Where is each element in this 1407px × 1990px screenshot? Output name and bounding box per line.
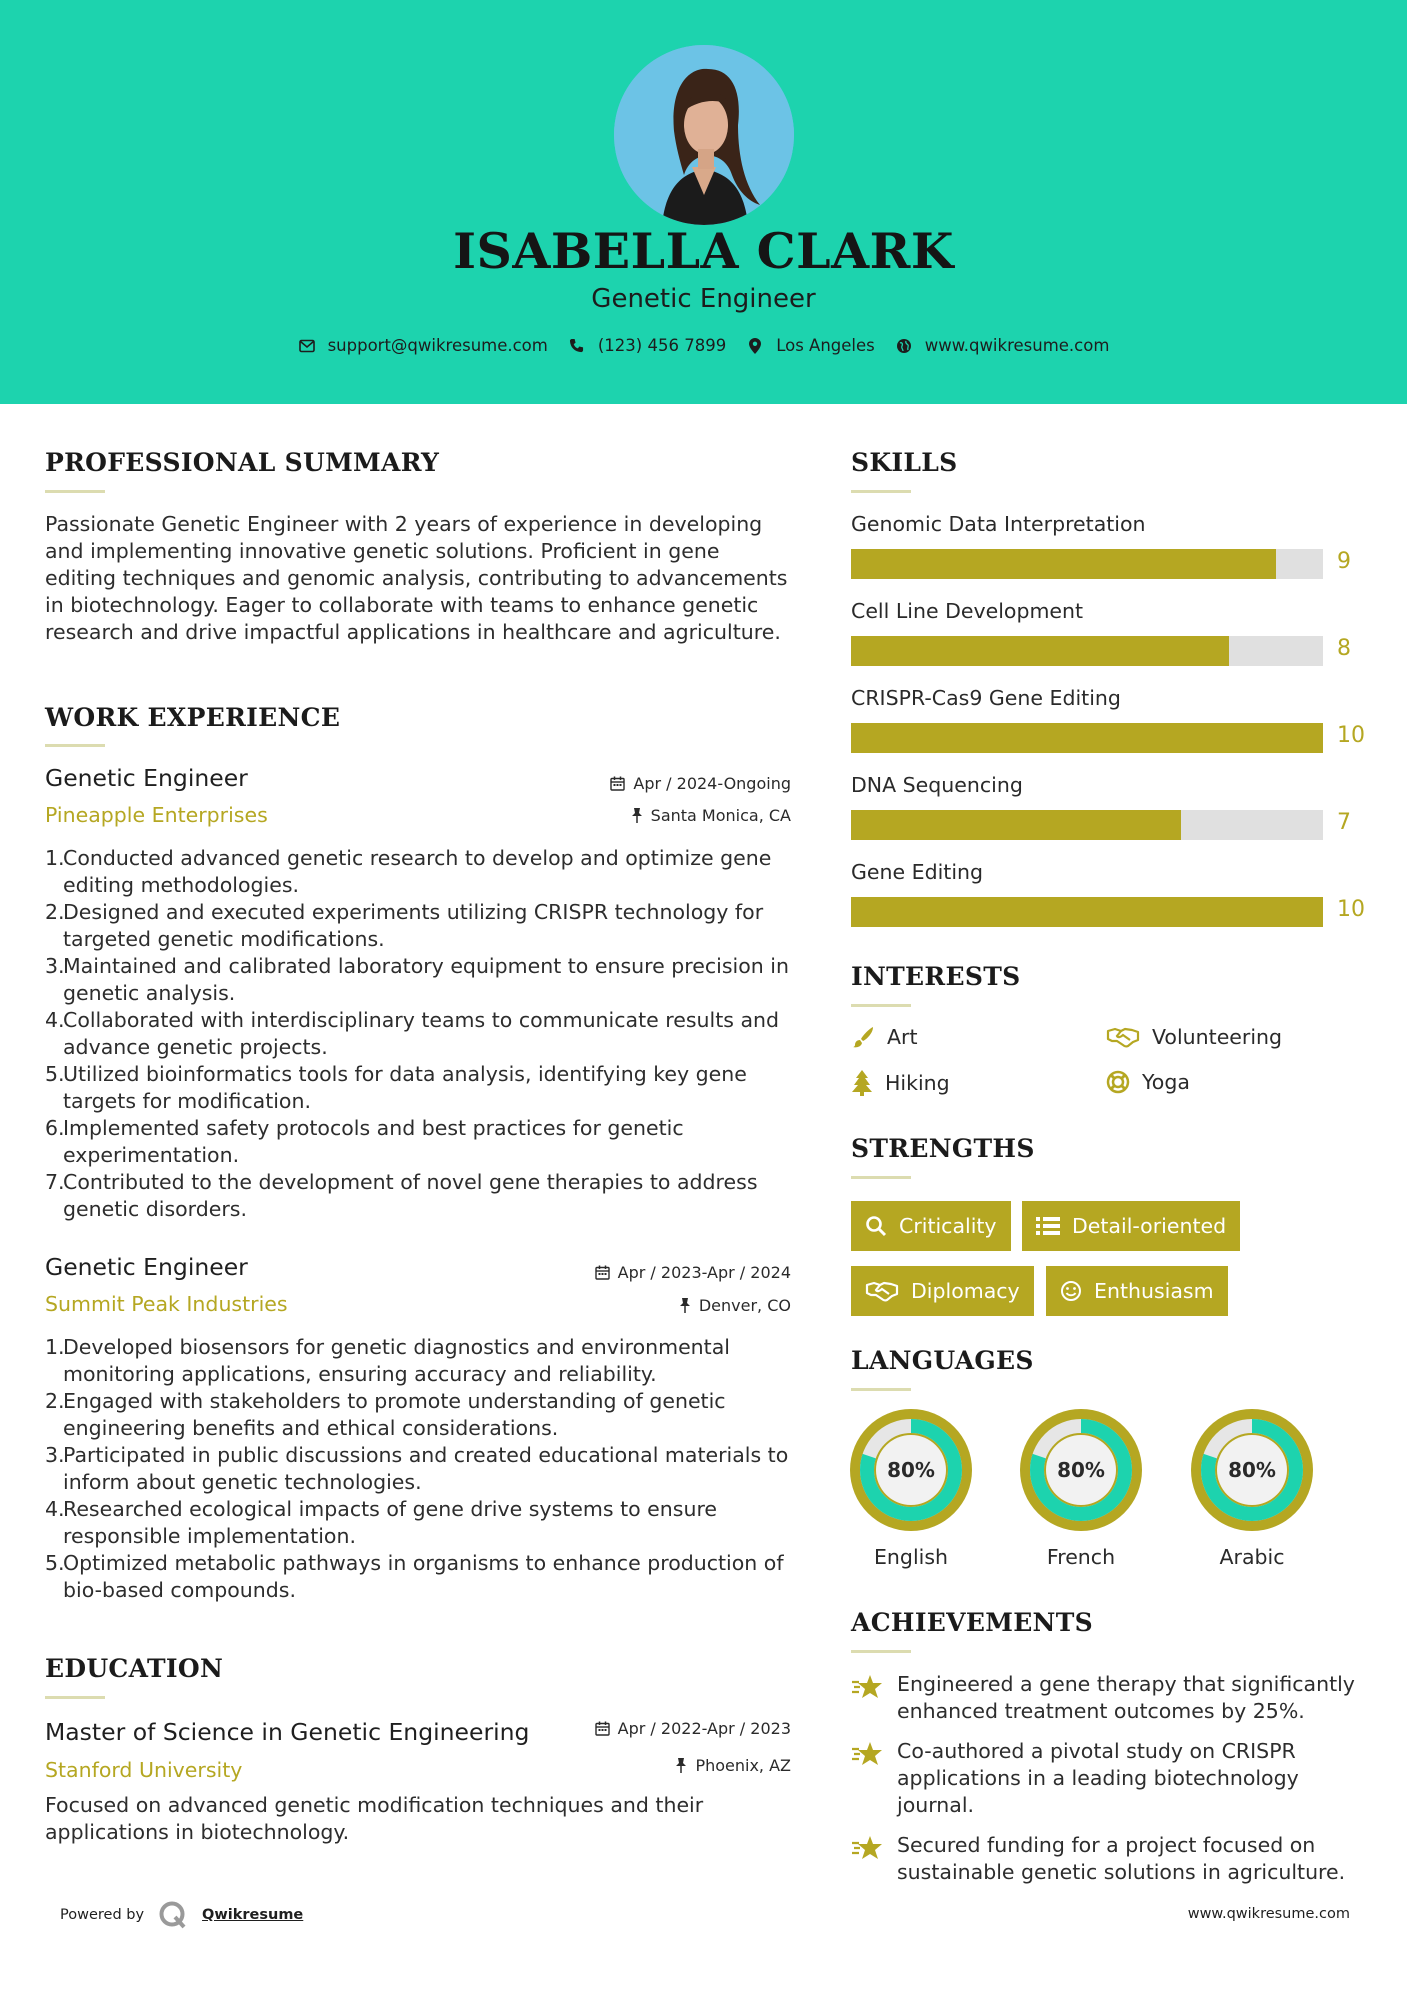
strengths-heading: STRENGTHS bbox=[851, 1134, 1035, 1163]
language-name: Arabic bbox=[1219, 1545, 1285, 1569]
school-name: Stanford University bbox=[45, 1758, 243, 1782]
education-location-text: Phoenix, AZ bbox=[695, 1756, 791, 1775]
list-icon bbox=[1036, 1216, 1060, 1236]
pushpin-icon bbox=[679, 1298, 691, 1313]
lifebuoy-icon bbox=[1106, 1070, 1130, 1094]
list-item: 5. Optimized metabolic pathways in organisms to enhance production of bio-based compounds. bbox=[45, 1551, 784, 1602]
list-item: 2. Designed and executed experiments utilizing CRISPR technology for targeted genetic modifications. bbox=[45, 900, 764, 951]
section-divider bbox=[851, 1388, 911, 1391]
skill-bar-fill bbox=[851, 636, 1229, 666]
achievement-item: Co-authored a pivotal study on CRISPR applications in a leading biotechnology journal. bbox=[851, 1738, 1371, 1819]
job-location-text: Santa Monica, CA bbox=[650, 806, 791, 825]
summary-text: Passionate Genetic Engineer with 2 years of experience in developing and implementing innovative genetic solutions. Proficient in gene editing techniques and genomic analysis, contributing to advancements in biotechnology. Eager to collaborate with teams to enhance genetic research and drive impactful applications in healthcare and agriculture. bbox=[45, 512, 788, 644]
calendar-icon bbox=[595, 1265, 610, 1280]
contact-website-text: www.qwikresume.com bbox=[924, 336, 1110, 355]
powered-by-label: Powered by bbox=[60, 1907, 145, 1923]
education-description: Focused on advanced genetic modification techniques and their applications in biotechnology. bbox=[45, 1793, 704, 1844]
skill-label: DNA Sequencing bbox=[851, 773, 1023, 797]
skill-label: Cell Line Development bbox=[851, 599, 1084, 623]
handshake-icon bbox=[865, 1279, 899, 1303]
phone-icon bbox=[568, 337, 586, 355]
job-date-text: Apr / 2023-Apr / 2024 bbox=[617, 1263, 791, 1282]
contact-email-text: support@qwikresume.com bbox=[327, 336, 548, 355]
skill-bar-fill bbox=[851, 549, 1276, 579]
summary-heading: PROFESSIONAL SUMMARY bbox=[45, 448, 440, 477]
calendar-icon bbox=[595, 1721, 610, 1736]
company-name: Pineapple Enterprises bbox=[45, 803, 268, 827]
job-location bbox=[500, 1296, 791, 1315]
education-date bbox=[500, 1719, 791, 1738]
job-date-text: Apr / 2024-Ongoing bbox=[633, 774, 791, 793]
job-date bbox=[500, 774, 791, 793]
job-duties bbox=[45, 845, 795, 1223]
handshake-icon bbox=[1106, 1025, 1140, 1049]
job-duties bbox=[45, 1334, 795, 1604]
contact-website[interactable] bbox=[895, 336, 1110, 355]
language-percent: 80% bbox=[1228, 1458, 1276, 1482]
qwikresume-logo-icon bbox=[158, 1900, 188, 1930]
interest-item: Art bbox=[851, 1025, 918, 1049]
skill-level-value: 10 bbox=[1337, 723, 1365, 748]
pushpin-icon bbox=[631, 808, 643, 823]
skill-label: Gene Editing bbox=[851, 860, 984, 884]
list-item: 7. Contributed to the development of novel gene therapies to address genetic disorders. bbox=[45, 1170, 758, 1221]
contact-email[interactable] bbox=[298, 336, 548, 355]
education-location bbox=[500, 1756, 791, 1775]
skill-bar-track bbox=[851, 549, 1323, 579]
skill-label: Genomic Data Interpretation bbox=[851, 512, 1146, 536]
star-icon bbox=[851, 1832, 881, 1886]
skill-bar-fill bbox=[851, 723, 1323, 753]
skill-label: CRISPR-Cas9 Gene Editing bbox=[851, 686, 1121, 710]
interests-heading: INTERESTS bbox=[851, 962, 1021, 991]
job-date bbox=[500, 1263, 791, 1282]
footer-url[interactable]: www.qwikresume.com bbox=[1187, 1906, 1350, 1922]
language-name: French bbox=[1046, 1545, 1116, 1569]
list-item: 1. Conducted advanced genetic research to develop and optimize gene editing methodologies. bbox=[45, 846, 772, 897]
job-location-text: Denver, CO bbox=[698, 1296, 791, 1315]
globe-icon bbox=[895, 337, 913, 355]
strength-badge: Enthusiasm bbox=[1046, 1266, 1228, 1316]
list-item: 4. Collaborated with interdisciplinary teams to communicate results and advance genetic projects. bbox=[45, 1008, 780, 1059]
strength-badge: Detail-oriented bbox=[1022, 1201, 1240, 1251]
strength-badge: Criticality bbox=[851, 1201, 1011, 1251]
skill-bar-track bbox=[851, 810, 1323, 840]
section-divider bbox=[851, 1004, 911, 1007]
powered-by bbox=[60, 1900, 303, 1930]
envelope-icon bbox=[298, 337, 316, 355]
qwikresume-link[interactable]: Qwikresume bbox=[202, 1907, 304, 1923]
section-divider bbox=[851, 490, 911, 493]
search-icon bbox=[865, 1215, 887, 1237]
company-name: Summit Peak Industries bbox=[45, 1292, 288, 1316]
candidate-title: Genetic Engineer bbox=[591, 284, 816, 314]
skill-bar-track bbox=[851, 636, 1323, 666]
language-ring bbox=[1191, 1409, 1313, 1535]
skill-bar-fill bbox=[851, 810, 1181, 840]
list-item: 4. Researched ecological impacts of gene drive systems to ensure responsible implementation. bbox=[45, 1497, 718, 1548]
contact-phone-text: (123) 456 7899 bbox=[597, 336, 727, 355]
candidate-name: ISABELLA CLARK bbox=[453, 222, 954, 280]
list-item: 1. Developed biosensors for genetic diagnostics and environmental monitoring applications, ensuring accuracy and reliability. bbox=[45, 1335, 730, 1386]
section-divider bbox=[45, 744, 105, 747]
strength-badge: Diplomacy bbox=[851, 1266, 1034, 1316]
interest-item: Volunteering bbox=[1106, 1025, 1282, 1049]
section-divider bbox=[45, 1696, 105, 1699]
contact-bar bbox=[0, 336, 1407, 355]
language-percent: 80% bbox=[887, 1458, 935, 1482]
skill-level-value: 9 bbox=[1337, 549, 1351, 574]
skill-bar-track bbox=[851, 723, 1323, 753]
section-divider bbox=[851, 1650, 911, 1653]
language-ring bbox=[850, 1409, 972, 1535]
pushpin-icon bbox=[675, 1758, 687, 1773]
language-name: English bbox=[873, 1545, 949, 1569]
achievement-item: Engineered a gene therapy that significantly enhanced treatment outcomes by 25%. bbox=[851, 1671, 1371, 1725]
achievement-item: Secured funding for a project focused on sustainable genetic solutions in agriculture. bbox=[851, 1832, 1371, 1886]
interest-item: Hiking bbox=[851, 1070, 950, 1096]
experience-heading: WORK EXPERIENCE bbox=[45, 703, 341, 732]
education-date-text: Apr / 2022-Apr / 2023 bbox=[617, 1719, 791, 1738]
list-item: 2. Engaged with stakeholders to promote understanding of genetic engineering benefits and ethical considerations. bbox=[45, 1389, 726, 1440]
languages-heading: LANGUAGES bbox=[851, 1346, 1034, 1375]
education-heading: EDUCATION bbox=[45, 1654, 224, 1683]
star-icon bbox=[851, 1671, 881, 1725]
job-title: Genetic Engineer bbox=[45, 764, 248, 792]
profile-photo bbox=[614, 45, 794, 225]
job-title: Genetic Engineer bbox=[45, 1253, 248, 1281]
skill-bar-fill bbox=[851, 897, 1323, 927]
skill-level-value: 10 bbox=[1337, 897, 1365, 922]
contact-location bbox=[746, 336, 875, 355]
skill-level-value: 8 bbox=[1337, 636, 1351, 661]
header bbox=[0, 0, 1407, 404]
language-percent: 80% bbox=[1057, 1458, 1105, 1482]
contact-phone[interactable] bbox=[568, 336, 726, 355]
section-divider bbox=[851, 1176, 911, 1179]
list-item: 3. Participated in public discussions and created educational materials to inform about genetic technologies. bbox=[45, 1443, 789, 1494]
skill-bar-track bbox=[851, 897, 1323, 927]
list-item: 5. Utilized bioinformatics tools for data analysis, identifying key gene targets for modification. bbox=[45, 1062, 747, 1113]
smile-icon bbox=[1060, 1280, 1082, 1302]
list-item: 6. Implemented safety protocols and best practices for genetic experimentation. bbox=[45, 1116, 684, 1167]
job-location bbox=[500, 806, 791, 825]
star-icon bbox=[851, 1738, 881, 1819]
calendar-icon bbox=[610, 776, 625, 791]
skills-heading: SKILLS bbox=[851, 448, 958, 477]
map-marker-icon bbox=[746, 337, 764, 355]
skill-level-value: 7 bbox=[1337, 810, 1351, 835]
contact-location-text: Los Angeles bbox=[776, 336, 875, 355]
section-divider bbox=[45, 490, 105, 493]
tree-icon bbox=[851, 1070, 873, 1096]
interest-item: Yoga bbox=[1106, 1070, 1190, 1094]
achievements-heading: ACHIEVEMENTS bbox=[851, 1608, 1093, 1637]
language-ring bbox=[1020, 1409, 1142, 1535]
list-item: 3. Maintained and calibrated laboratory equipment to ensure precision in genetic analysis. bbox=[45, 954, 789, 1005]
degree-title: Master of Science in Genetic Engineering bbox=[45, 1718, 530, 1746]
paintbrush-icon bbox=[851, 1025, 875, 1049]
